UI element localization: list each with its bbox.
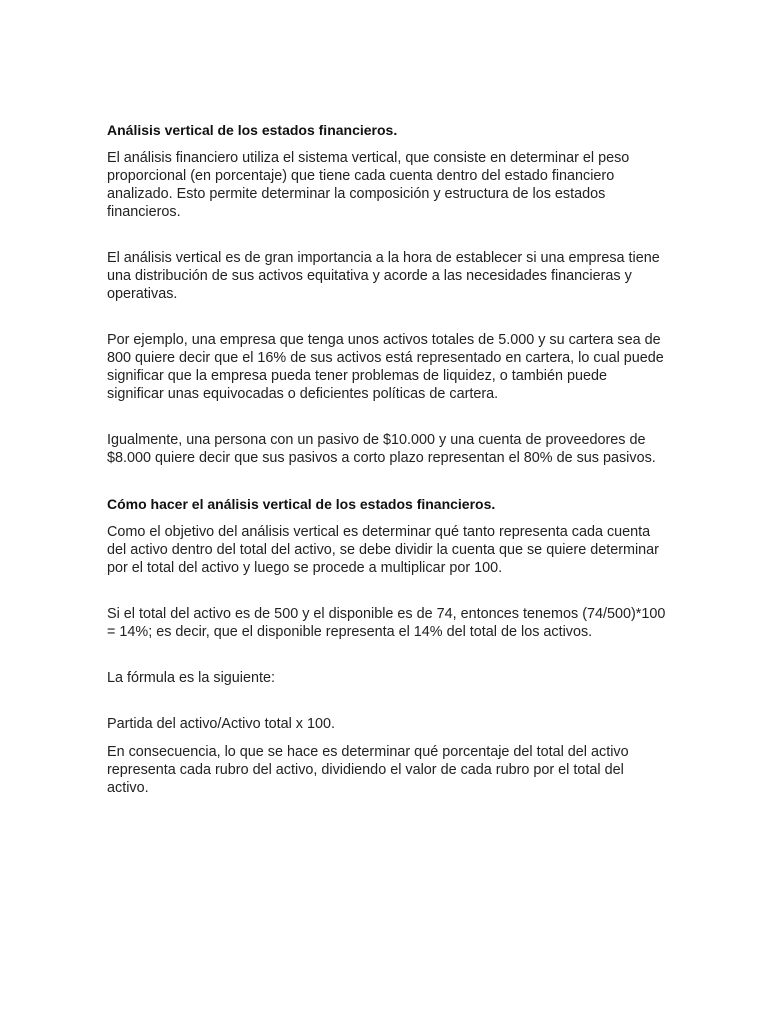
paragraph-example-liabilities: Igualmente, una persona con un pasivo de $10.000 y una cuenta de proveedores de $8.000 quiere decir que sus pasivos a corto plazo representan el 80% de sus pasivos. [107, 432, 656, 466]
paragraph-calculation-example: Si el total del activo es de 500 y el disponible es de 74, entonces tenemos (74/500)*100 = 14%; es decir, que el disponible representa el 14% del total de los activos. [107, 606, 666, 640]
paragraph-formula: Partida del activo/Activo total x 100. [107, 716, 335, 732]
paragraph-importance: El análisis vertical es de gran importancia a la hora de establecer si una empresa tiene una distribución de sus activos equitativa y acorde a las necesidades financieras y operativas. [107, 250, 660, 302]
paragraph-definition: El análisis financiero utiliza el sistema vertical, que consiste en determinar el peso proporcional (en porcentaje) que tiene cada cuenta dentro del estado financiero analizado. Esto permite determinar la composición y estructura de los estados financieros. [107, 150, 630, 220]
section-heading-vertical-analysis: Análisis vertical de los estados financieros. [107, 122, 398, 138]
section-heading-how-to: Cómo hacer el análisis vertical de los estados financieros. [107, 496, 496, 512]
document-page [107, 121, 667, 797]
paragraph-formula-intro: La fórmula es la siguiente: [107, 670, 275, 686]
paragraph-objective: Como el objetivo del análisis vertical es determinar qué tanto representa cada cuenta del activo dentro del total del activo, se debe dividir la cuenta que se quiere determinar por el total del activo y luego se procede a multiplicar por 100. [107, 524, 659, 576]
paragraph-example-assets: Por ejemplo, una empresa que tenga unos activos totales de 5.000 y su cartera sea de 800 quiere decir que el 16% de sus activos está representado en cartera, lo cual puede significar que la empresa pueda tener problemas de liquidez, o también puede significar unas equivocadas o deficientes políticas de cartera. [107, 332, 664, 402]
paragraph-conclusion: En consecuencia, lo que se hace es determinar qué porcentaje del total del activo representa cada rubro del activo, dividiendo el valor de cada rubro por el total del activo. [107, 744, 629, 796]
